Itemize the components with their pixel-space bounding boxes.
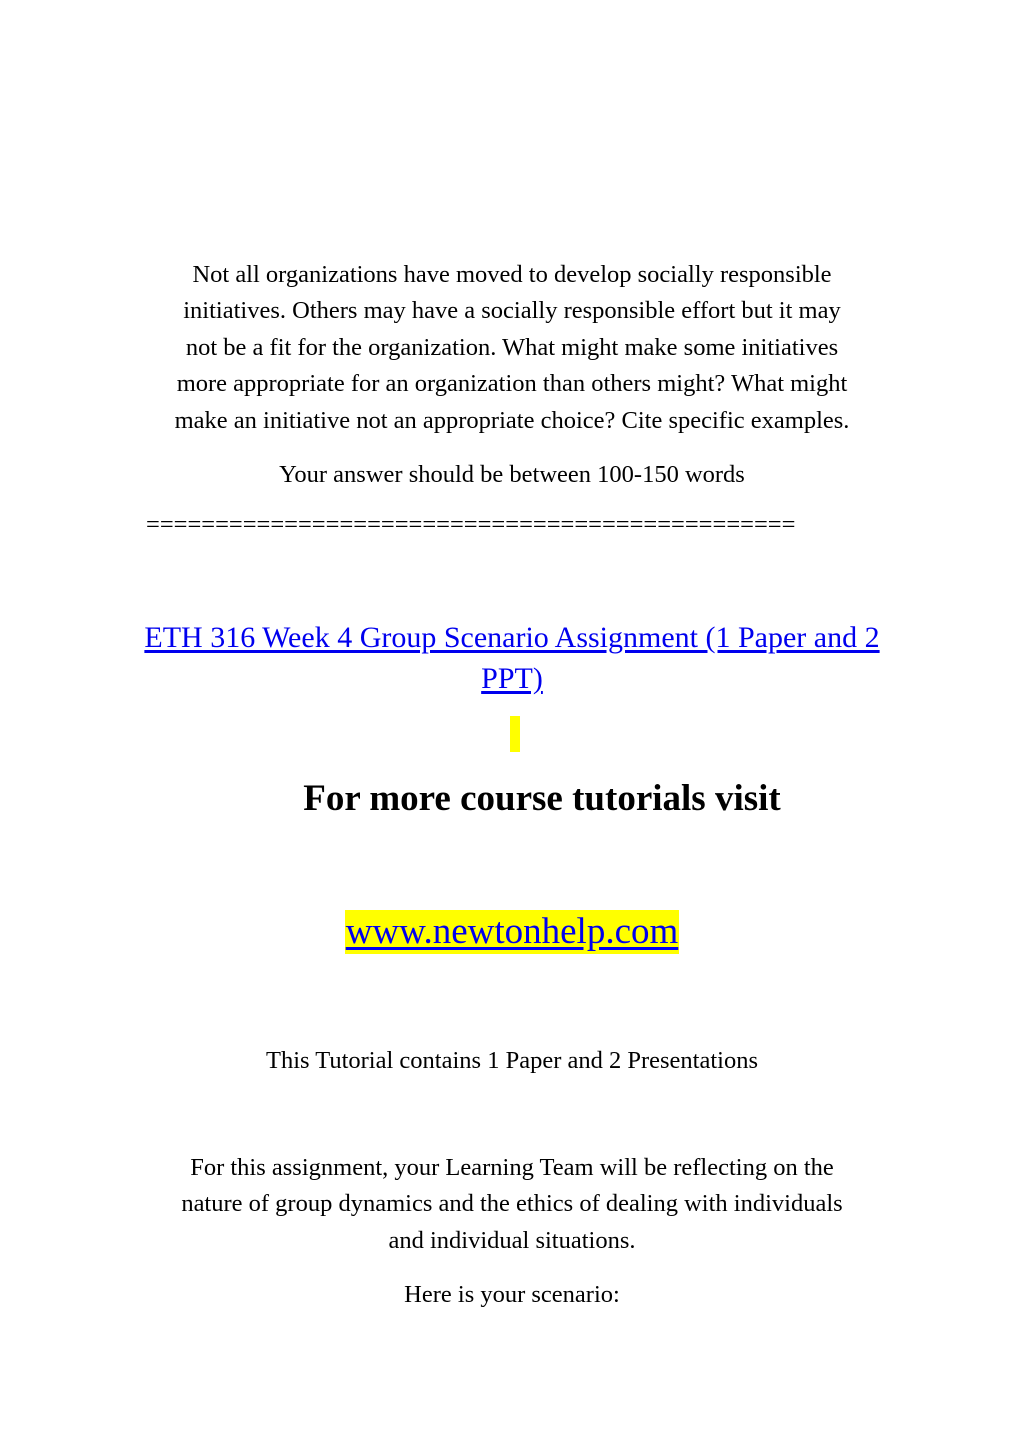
intro-line: not be a fit for the organization. What might make some initiatives bbox=[185, 333, 839, 361]
separator-line bbox=[0, 510, 1024, 548]
word-count-note: Your answer should be between 100-150 words bbox=[279, 461, 745, 488]
assignment-line: For this assignment, your Learning Team will be reflecting on the bbox=[190, 1154, 834, 1181]
assignment-line: nature of group dynamics and the ethics of dealing with individuals bbox=[181, 1190, 843, 1218]
assignment-title bbox=[0, 617, 1024, 699]
scenario-intro: Here is your scenario: bbox=[404, 1281, 620, 1308]
assignment-line: and individual situations. bbox=[388, 1226, 636, 1254]
intro-paragraph bbox=[0, 257, 1024, 439]
intro-line: initiatives. Others may have a socially responsible effort but it may bbox=[183, 297, 841, 325]
intro-line: Not all organizations have moved to develop socially responsible bbox=[192, 261, 832, 288]
assignment-title-link[interactable] bbox=[144, 621, 879, 695]
intro-line: make an initiative not an appropriate choice? Cite specific examples. bbox=[174, 406, 850, 434]
tutorials-heading: For more course tutorials visit bbox=[303, 778, 781, 819]
separator-text: =============================================== bbox=[146, 511, 796, 538]
site-link[interactable]: www.newtonhelp.com bbox=[345, 911, 679, 952]
assignment-title-line2: PPT) bbox=[481, 662, 543, 695]
tutorial-contents-note: This Tutorial contains 1 Paper and 2 Presentations bbox=[266, 1047, 758, 1074]
highlight-marker bbox=[510, 716, 520, 752]
site-link-wrap bbox=[0, 910, 1024, 954]
assignment-title-line1: ETH 316 Week 4 Group Scenario Assignment (1 Paper and 2 bbox=[144, 621, 880, 654]
intro-line: more appropriate for an organization than others might? What might bbox=[176, 370, 848, 398]
assignment-paragraph bbox=[0, 1150, 1024, 1259]
